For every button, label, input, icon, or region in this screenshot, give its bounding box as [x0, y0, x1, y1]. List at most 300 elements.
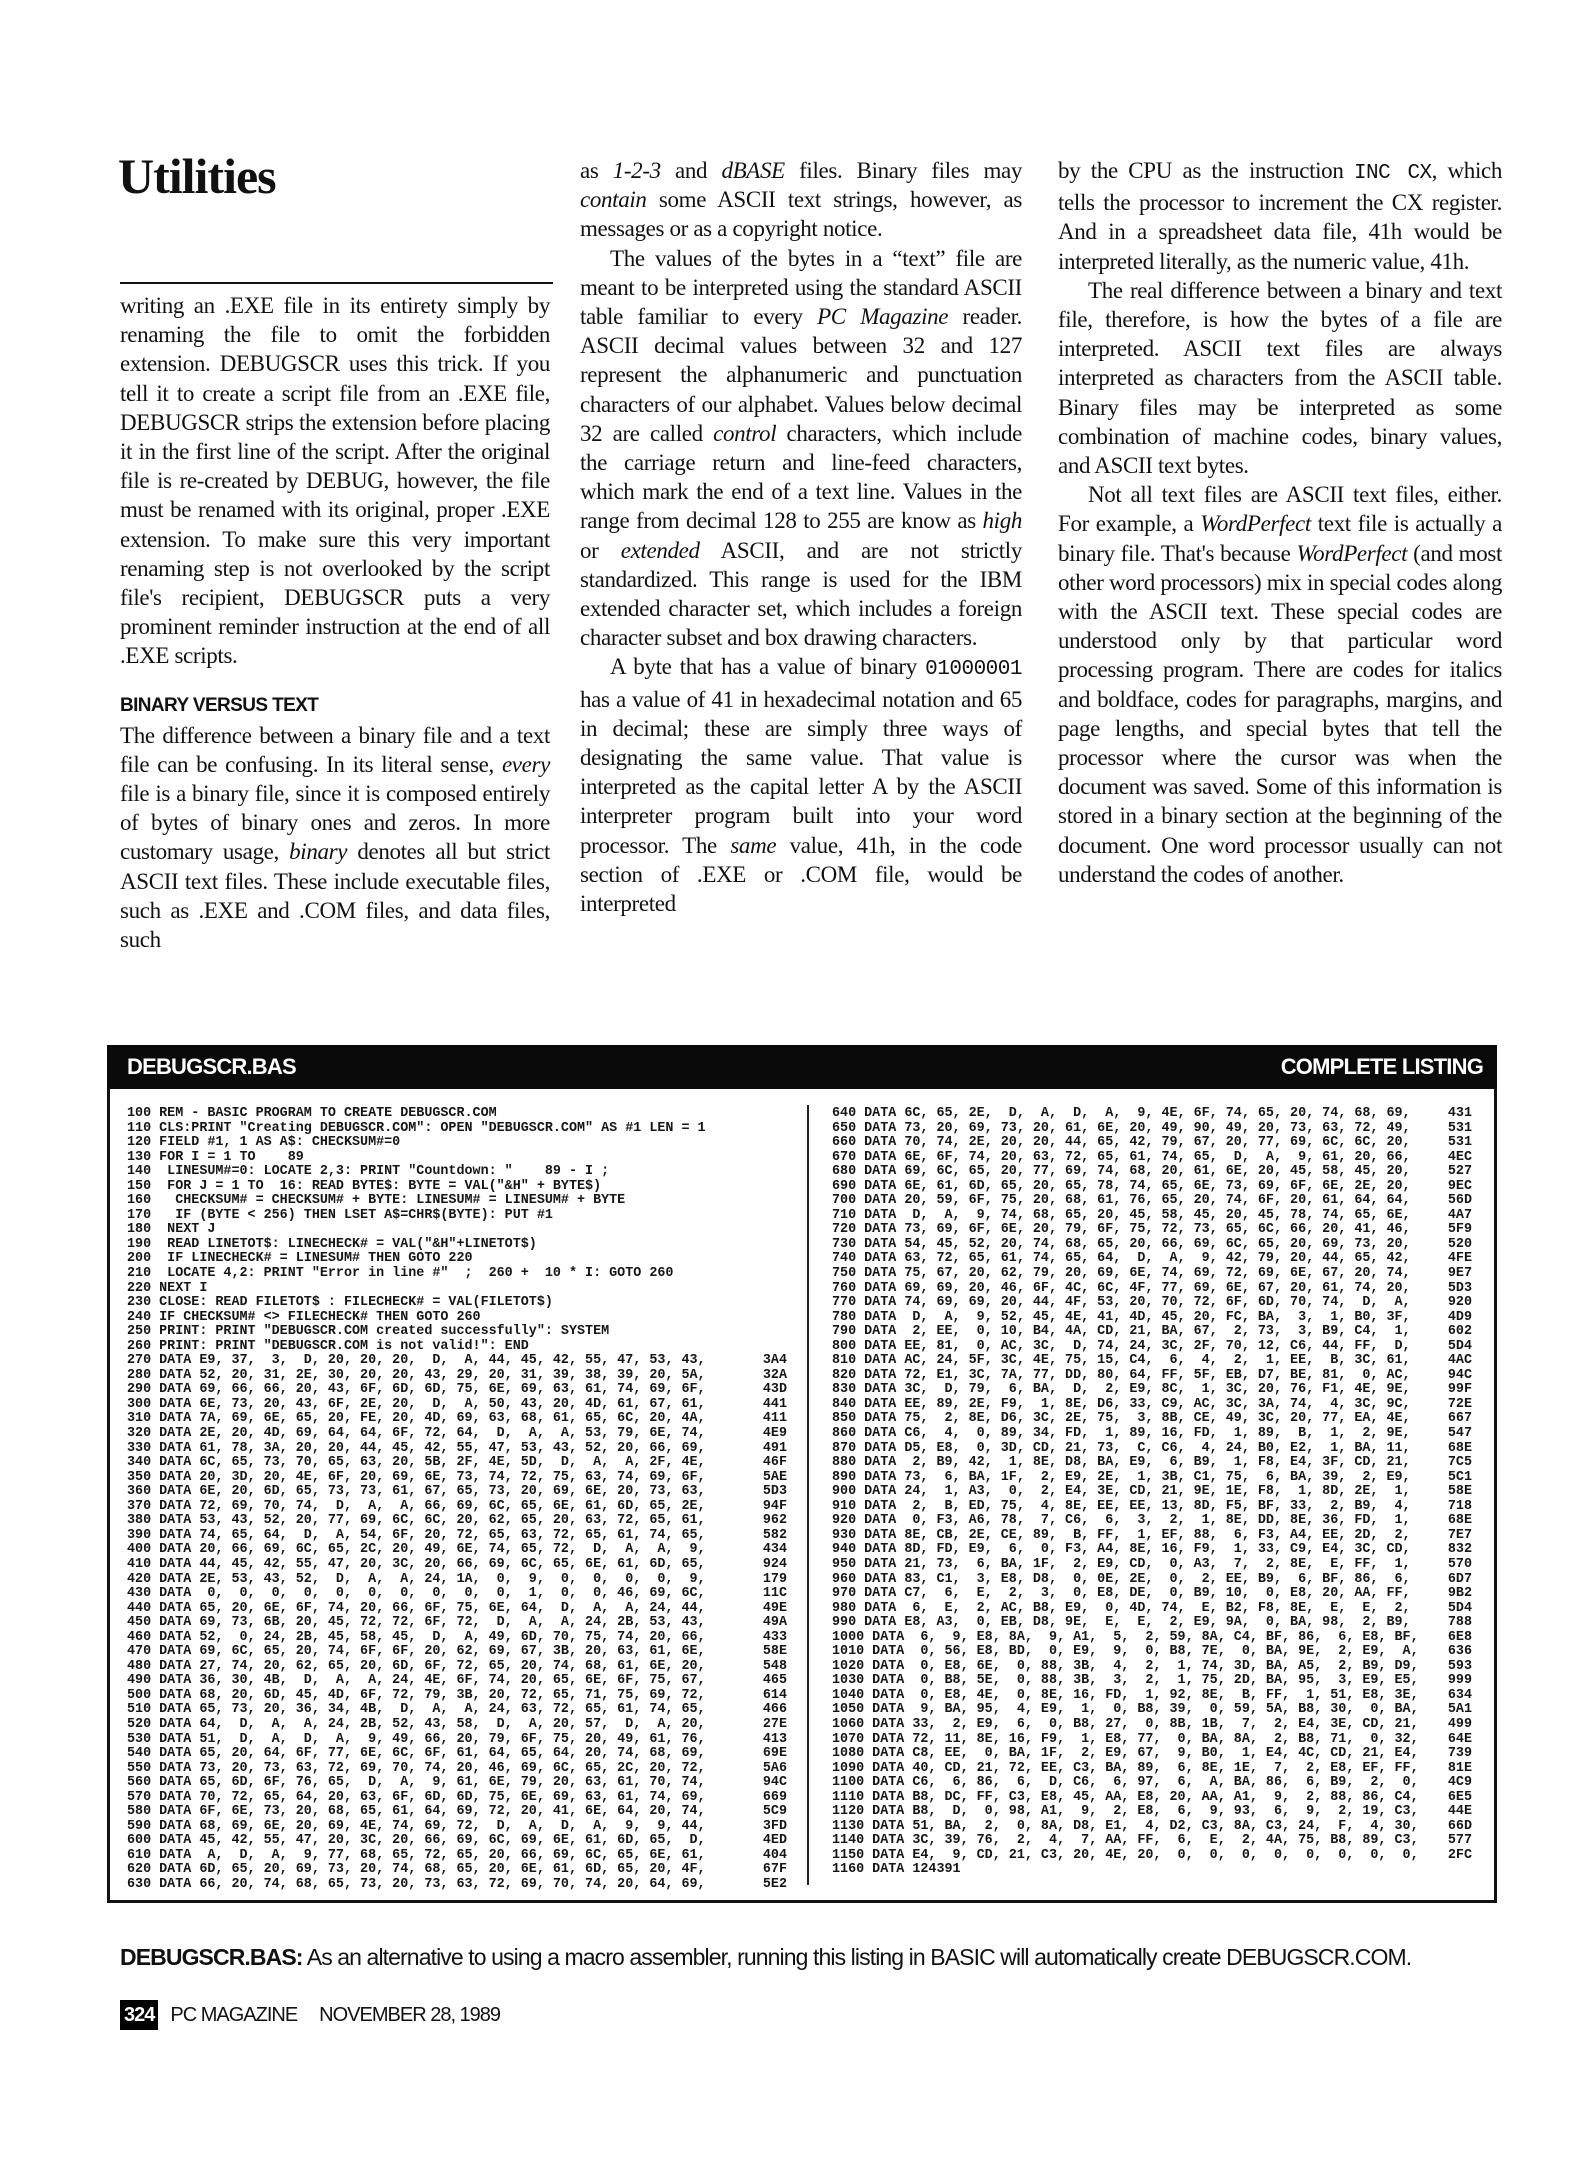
line-checksum: 491	[762, 1440, 787, 1456]
code-text: 860 DATA C6, 4, 0, 89, 34, FD, 1, 89, 16, FD, 1, 89, B, 1, 2, 9E,	[832, 1426, 1411, 1442]
code-line	[832, 1616, 1472, 1631]
code-line	[127, 1194, 787, 1209]
code-line	[127, 1107, 787, 1122]
code-text: 1040 DATA 0, E8, 4E, 0, 8E, 16, FD, 1, 92, 8E, B, FF, 1, 51, E8, 3E,	[832, 1687, 1419, 1703]
code-text: 980 DATA 6, E, 2, AC, B8, E9, 0, 4D, 74, E, B2, F8, 8E, E, E, 2,	[832, 1600, 1411, 1616]
code-line	[127, 1282, 787, 1297]
code-line	[127, 1354, 787, 1369]
code-text: 920 DATA 0, F3, A6, 78, 7, C6, 6, 3, 2, 1, 8E, DD, 8E, 36, FD, 1,	[832, 1513, 1411, 1529]
line-checksum: 582	[762, 1527, 787, 1543]
code-line	[127, 1122, 787, 1137]
line-checksum: 636	[1447, 1644, 1472, 1660]
code-line	[127, 1631, 787, 1646]
code-text: 140 LINESUM#=0: LOCATE 2,3: PRINT "Countdown: " 89 - I ;	[127, 1164, 610, 1180]
code-text: 610 DATA A, D, A, 9, 77, 68, 65, 72, 65, 20, 66, 69, 6C, 65, 6E, 61,	[127, 1847, 706, 1863]
line-checksum: 434	[762, 1542, 787, 1558]
line-checksum: 5D4	[1447, 1600, 1472, 1616]
listing-label: COMPLETE LISTING	[1280, 1054, 1483, 1079]
code-text: 210 LOCATE 4,2: PRINT "Error in line #" ; 260 + 10 * I: GOTO 260	[127, 1266, 674, 1282]
code-line	[127, 1500, 787, 1515]
code-text: 1020 DATA 0, E8, 6E, 0, 88, 3B, 4, 2, 1, 74, 3D, BA, A5, 2, B9, D9,	[832, 1658, 1419, 1674]
code-text: 1010 DATA 0, 56, E8, BD, 0, E9, 9, 0, B8, 7E, 0, BA, 9E, 2, E9, A,	[832, 1644, 1419, 1660]
code-text: 1110 DATA B8, DC, FF, C3, E8, 45, AA, E8, 20, AA, A1, 9, 2, 88, 86, C4,	[832, 1789, 1419, 1805]
line-checksum: 531	[1447, 1120, 1472, 1136]
code-text: 510 DATA 65, 73, 20, 36, 34, 4B, D, A, A, 24, 63, 72, 65, 61, 74, 65,	[127, 1702, 706, 1718]
code-line	[832, 1340, 1472, 1355]
code-text: 1120 DATA B8, D, 0, 98, A1, 9, 2, E8, 6, 9, 93, 6, 9, 2, 19, C3,	[832, 1804, 1419, 1820]
code-line	[832, 1252, 1472, 1267]
code-line	[832, 1703, 1472, 1718]
line-checksum: 5C9	[762, 1804, 787, 1820]
code-line	[127, 1776, 787, 1791]
code-line	[832, 1223, 1472, 1238]
code-line	[832, 1442, 1472, 1457]
line-checksum: 58E	[1447, 1484, 1472, 1500]
code-text: 810 DATA AC, 24, 5F, 3C, 4E, 75, 15, C4, 6, 4, 2, 1, EE, B, 3C, 61,	[832, 1353, 1411, 1369]
code-line	[832, 1805, 1472, 1820]
code-line	[832, 1863, 1472, 1878]
code-text: 500 DATA 68, 20, 6D, 45, 4D, 6F, 72, 79, 3B, 20, 72, 65, 71, 75, 69, 72,	[127, 1687, 706, 1703]
line-checksum: 465	[762, 1673, 787, 1689]
line-checksum: 5D4	[1447, 1338, 1472, 1354]
code-line	[127, 1863, 787, 1878]
code-text: 190 READ LINETOT$: LINECHECK# = VAL("&H"+LINETOT$)	[127, 1236, 537, 1252]
code-text: 730 DATA 54, 45, 52, 20, 74, 68, 65, 20, 66, 69, 6C, 65, 20, 69, 73, 20,	[832, 1236, 1411, 1252]
line-checksum: 614	[762, 1687, 787, 1703]
code-line	[832, 1369, 1472, 1384]
line-checksum: 739	[1447, 1746, 1472, 1762]
paragraph: The real difference between a binary and text file, therefore, is how the bytes of a file are interpreted. ASCII text files are always interpreted as characters from the ASCII table. Binary files may be interpreted as some combination of machine codes, binary values, and ASCII text bytes.	[1058, 277, 1502, 479]
line-checksum: 433	[762, 1629, 787, 1645]
code-line	[832, 1325, 1472, 1340]
code-text: 460 DATA 52, 0, 24, 2B, 45, 58, 45, D, A, 49, 6D, 70, 75, 74, 20, 66,	[127, 1629, 706, 1645]
code-line	[127, 1209, 787, 1224]
line-checksum: 411	[762, 1411, 787, 1427]
line-checksum: 5AE	[762, 1469, 787, 1485]
code-text: 970 DATA C7, 6, E, 2, 3, 0, E8, DE, 0, B9, 10, 0, E8, 20, AA, FF,	[832, 1586, 1411, 1602]
code-text: 700 DATA 20, 59, 6F, 75, 20, 68, 61, 76, 65, 20, 74, 6F, 20, 61, 64, 64,	[832, 1193, 1411, 1209]
code-text: 200 IF LINECHECK# = LINESUM# THEN GOTO 220	[127, 1251, 473, 1267]
code-line	[127, 1834, 787, 1849]
caption-label: DEBUGSCR.BAS:	[120, 1944, 303, 1970]
line-checksum: 94F	[762, 1498, 787, 1514]
code-line	[832, 1296, 1472, 1311]
line-checksum: 593	[1447, 1658, 1472, 1674]
code-text: 630 DATA 66, 20, 74, 68, 65, 73, 20, 73, 63, 72, 69, 70, 74, 20, 64, 69,	[127, 1876, 706, 1892]
line-checksum: 69E	[762, 1746, 787, 1762]
code-text: 270 DATA E9, 37, 3, D, 20, 20, 20, D, A, 44, 45, 42, 55, 47, 53, 43,	[127, 1353, 706, 1369]
code-text: 940 DATA 8D, FD, E9, 6, 0, F3, A4, 8E, 16, F9, 1, 33, C9, E4, 3C, CD,	[832, 1542, 1411, 1558]
line-checksum: 527	[1447, 1164, 1472, 1180]
listing-column-left	[127, 1107, 787, 1893]
column-divider	[807, 1105, 809, 1885]
code-line	[127, 1820, 787, 1835]
code-text: 1160 DATA 124391	[832, 1862, 961, 1878]
line-checksum: 431	[1447, 1106, 1472, 1121]
line-checksum: 718	[1447, 1498, 1472, 1514]
code-line	[127, 1252, 787, 1267]
code-line	[832, 1151, 1472, 1166]
code-line	[832, 1471, 1472, 1486]
line-checksum: 44E	[1447, 1804, 1472, 1820]
code-listing-box	[107, 1045, 1497, 1903]
line-checksum: 56D	[1447, 1193, 1472, 1209]
code-text: 420 DATA 2E, 53, 43, 52, D, A, A, 24, 1A, 0, 9, 0, 0, 0, 0, 9,	[127, 1571, 706, 1587]
line-checksum: 499	[1447, 1716, 1472, 1732]
page-footer	[120, 2000, 500, 2030]
code-line	[127, 1485, 787, 1500]
code-line	[127, 1340, 787, 1355]
line-checksum: 9B2	[1447, 1586, 1472, 1602]
code-line	[832, 1791, 1472, 1806]
code-line	[832, 1631, 1472, 1646]
code-line	[832, 1500, 1472, 1515]
code-text: 740 DATA 63, 72, 65, 61, 74, 65, 64, D, A, 9, 42, 79, 20, 44, 65, 42,	[832, 1251, 1411, 1267]
paragraph: A byte that has a value of binary 01000001 has a value of 41 in hexadecimal notation and 65 in decimal; these are simply three ways of designating the same value. That value is interpreted as the capital letter A by the ASCII interpreter program built into your word processor. The same value, 41h, in the code section of .EXE or .COM file, would be interpreted	[580, 654, 1022, 917]
code-line	[127, 1791, 787, 1806]
code-text: 160 CHECKSUM# = CHECKSUM# + BYTE: LINESUM# = LINESUM# + BYTE	[127, 1193, 626, 1209]
line-checksum: 602	[1447, 1324, 1472, 1340]
code-line	[127, 1412, 787, 1427]
code-line	[127, 1849, 787, 1864]
code-line	[832, 1834, 1472, 1849]
line-checksum: 4AC	[1447, 1353, 1472, 1369]
code-line	[127, 1369, 787, 1384]
code-line	[832, 1354, 1472, 1369]
code-line	[127, 1267, 787, 1282]
code-line	[127, 1427, 787, 1442]
code-text: 670 DATA 6E, 6F, 74, 20, 63, 72, 65, 61, 74, 65, D, A, 9, 61, 20, 66,	[832, 1149, 1411, 1165]
article-column-1	[120, 291, 550, 954]
line-checksum: 68E	[1447, 1440, 1472, 1456]
code-line	[127, 1398, 787, 1413]
code-line	[832, 1398, 1472, 1413]
paragraph: by the CPU as the instruction INC CX, which tells the processor to increment the CX register. And in a spreadsheet data file, 41h would be interpreted literally, as the numeric value, 41h.	[1058, 158, 1502, 274]
line-checksum: 520	[1447, 1236, 1472, 1252]
title-rule	[120, 282, 553, 284]
code-line	[832, 1849, 1472, 1864]
code-text: 1070 DATA 72, 11, 8E, 16, F9, 1, E8, 77, 0, BA, 8A, 2, B8, 71, 0, 32,	[832, 1731, 1419, 1747]
line-checksum: 577	[1447, 1833, 1472, 1849]
listing-column-right	[832, 1107, 1472, 1878]
code-line	[127, 1471, 787, 1486]
code-text: 590 DATA 68, 69, 6E, 20, 69, 4E, 74, 69, 72, D, A, D, A, 9, 9, 44,	[127, 1818, 706, 1834]
code-line	[832, 1660, 1472, 1675]
listing-header-bar	[107, 1045, 1497, 1089]
line-checksum: 962	[762, 1513, 787, 1529]
issue-date: NOVEMBER 28, 1989	[319, 2004, 501, 2026]
line-checksum: 6D7	[1447, 1571, 1472, 1587]
code-text: 1100 DATA C6, 6, 86, 6, D, C6, 6, 97, 6, A, BA, 86, 6, B9, 2, 0,	[832, 1775, 1419, 1791]
code-text: 1030 DATA 0, B8, 5E, 0, 88, 3B, 3, 2, 1, 75, 2D, BA, 95, 3, E9, E5,	[832, 1673, 1419, 1689]
line-checksum: 49E	[762, 1600, 787, 1616]
line-checksum: 7C5	[1447, 1455, 1472, 1471]
code-text: 870 DATA D5, E8, 0, 3D, CD, 21, 73, C, C6, 4, 24, B0, E2, 1, BA, 11,	[832, 1440, 1411, 1456]
line-checksum: 67F	[762, 1862, 787, 1878]
code-line	[127, 1383, 787, 1398]
code-line	[832, 1674, 1472, 1689]
code-text: 370 DATA 72, 69, 70, 74, D, A, A, 66, 69, 6C, 65, 6E, 61, 6D, 65, 2E,	[127, 1498, 706, 1514]
code-text: 1000 DATA 6, 9, E8, 8A, 9, A1, 5, 2, 59, 8A, C4, BF, 86, 6, E8, BF,	[832, 1629, 1419, 1645]
line-checksum: 5A6	[762, 1760, 787, 1776]
code-text: 100 REM - BASIC PROGRAM TO CREATE DEBUGSCR.COM	[127, 1106, 497, 1121]
line-checksum: 64E	[1447, 1731, 1472, 1747]
code-text: 450 DATA 69, 73, 6B, 20, 45, 72, 72, 6F, 72, D, A, A, 24, 2B, 53, 43,	[127, 1615, 706, 1631]
line-checksum: 4D9	[1447, 1309, 1472, 1325]
code-line	[832, 1194, 1472, 1209]
code-line	[832, 1427, 1472, 1442]
code-line	[127, 1573, 787, 1588]
paragraph: The difference between a binary file and a text file can be confusing. In its literal sense, every file is a binary file, since it is composed entirely of bytes of binary ones and zeros. In more customary usage, binary denotes all but strict ASCII text files. These include executable files, such as .EXE and .COM files, and data files, such	[120, 722, 550, 953]
line-checksum: 27E	[762, 1716, 787, 1732]
code-line	[127, 1733, 787, 1748]
line-checksum: 531	[1447, 1135, 1472, 1151]
code-line	[127, 1762, 787, 1777]
code-text: 400 DATA 20, 66, 69, 6C, 65, 2C, 20, 49, 6E, 74, 65, 72, D, A, A, 9,	[127, 1542, 706, 1558]
line-checksum: 4E9	[762, 1426, 787, 1442]
line-checksum: 832	[1447, 1542, 1472, 1558]
code-text: 1130 DATA 51, BA, 2, 0, 8A, D8, E1, 4, D2, C3, 8A, C3, 24, F, 4, 30,	[832, 1818, 1419, 1834]
code-line	[832, 1645, 1472, 1660]
code-text: 330 DATA 61, 78, 3A, 20, 20, 44, 45, 42, 55, 47, 53, 43, 52, 20, 66, 69,	[127, 1440, 706, 1456]
code-text: 1050 DATA 9, BA, 95, 4, E9, 1, 0, B8, 39, 0, 59, 5A, B8, 30, 0, BA,	[832, 1702, 1419, 1718]
code-text: 770 DATA 74, 69, 69, 20, 44, 4F, 53, 20, 70, 72, 6F, 6D, 70, 74, D, A,	[832, 1295, 1411, 1311]
code-line	[832, 1558, 1472, 1573]
magazine-name: PC MAGAZINE	[170, 2004, 298, 2026]
code-line	[127, 1674, 787, 1689]
code-line	[832, 1238, 1472, 1253]
paragraph: The values of the bytes in a “text” file are meant to be interpreted using the standard ASCII table familiar to every PC Magazine reader. ASCII decimal values between 32 and 127 represent the alphanumeric and punctuation characters of our alphabet. Values below decimal 32 are called control characters, which include the carriage return and line-feed characters, which mark the end of a text line. Values in the range from decimal 128 to 255 are know as high or extended ASCII, and are not strictly standardized. This range is used for the IBM extended character set, which includes a foreign character subset and box drawing characters.	[580, 245, 1023, 651]
code-line	[832, 1165, 1472, 1180]
code-line	[127, 1616, 787, 1631]
code-text: 950 DATA 21, 73, 6, BA, 1F, 2, E9, CD, 0, A3, 7, 2, 8E, E, FF, 1,	[832, 1556, 1411, 1572]
line-checksum: 6E8	[1447, 1629, 1472, 1645]
code-text: 990 DATA E8, A3, 0, EB, D8, 9E, E, E, 2, E9, 9A, 0, BA, 98, 2, B9,	[832, 1615, 1411, 1631]
code-line	[832, 1485, 1472, 1500]
code-text: 800 DATA EE, 81, 0, AC, 3C, D, 74, 24, 3C, 2F, 70, 12, C6, 44, FF, D,	[832, 1338, 1411, 1354]
code-line	[832, 1573, 1472, 1588]
line-checksum: 441	[762, 1396, 787, 1412]
code-line	[127, 1311, 787, 1326]
code-line	[127, 1180, 787, 1195]
code-line	[127, 1558, 787, 1573]
code-text: 540 DATA 65, 20, 64, 6F, 77, 6E, 6C, 6F, 61, 64, 65, 64, 20, 74, 68, 69,	[127, 1746, 706, 1762]
code-text: 480 DATA 27, 74, 20, 62, 65, 20, 6D, 6F, 72, 65, 20, 74, 68, 61, 6E, 20,	[127, 1658, 706, 1674]
code-text: 960 DATA 83, C1, 3, E8, D8, 0, 0E, 2E, 0, 2, EE, B9, 6, BF, 86, 6,	[832, 1571, 1411, 1587]
line-checksum: 9EC	[1447, 1178, 1472, 1194]
code-text: 850 DATA 75, 2, 8E, D6, 3C, 2E, 75, 3, 8B, CE, 49, 3C, 20, 77, EA, 4E,	[832, 1411, 1411, 1427]
code-text: 820 DATA 72, E1, 3C, 7A, 77, DD, 80, 64, FF, 5F, EB, D7, BE, 81, 0, AC,	[832, 1367, 1411, 1383]
code-line	[127, 1325, 787, 1340]
code-line	[832, 1267, 1472, 1282]
code-line	[832, 1282, 1472, 1297]
paragraph: as 1-2-3 and dBASE files. Binary files may contain some ASCII text strings, however, as messages or as a copyright notice.	[580, 158, 1022, 242]
code-line	[127, 1165, 787, 1180]
line-checksum: 5C1	[1447, 1469, 1472, 1485]
line-checksum: 68E	[1447, 1513, 1472, 1529]
code-text: 1090 DATA 40, CD, 21, 72, EE, C3, BA, 89, 6, 8E, 1E, 7, 2, E8, EF, FF,	[832, 1760, 1419, 1776]
line-checksum: 99F	[1447, 1382, 1472, 1398]
code-line	[832, 1311, 1472, 1326]
code-line	[832, 1383, 1472, 1398]
line-checksum: 404	[762, 1847, 787, 1863]
code-text: 780 DATA D, A, 9, 52, 45, 4E, 41, 4D, 45, 20, FC, BA, 3, 1, B0, 3F,	[832, 1309, 1411, 1325]
code-text: 1060 DATA 33, 2, E9, 6, 0, B8, 27, 0, 8B, 1B, 7, 2, E4, 3E, CD, 21,	[832, 1716, 1419, 1732]
code-text: 660 DATA 70, 74, 2E, 20, 20, 44, 65, 42, 79, 67, 20, 77, 69, 6C, 6C, 20,	[832, 1135, 1411, 1151]
line-checksum: 413	[762, 1731, 787, 1747]
line-checksum: 920	[1447, 1295, 1472, 1311]
line-checksum: 6E5	[1447, 1789, 1472, 1805]
code-line	[832, 1180, 1472, 1195]
code-text: 380 DATA 53, 43, 52, 20, 77, 69, 6C, 6C, 20, 62, 65, 20, 63, 72, 65, 61,	[127, 1513, 706, 1529]
code-line	[127, 1805, 787, 1820]
code-text: 650 DATA 73, 20, 69, 73, 20, 61, 6E, 20, 49, 90, 49, 20, 73, 63, 72, 49,	[832, 1120, 1411, 1136]
line-checksum: 4ED	[762, 1833, 787, 1849]
article-column-2	[580, 156, 1022, 918]
code-line	[832, 1762, 1472, 1777]
code-line	[127, 1660, 787, 1675]
page-number: 324	[120, 2000, 158, 2030]
line-checksum: 46F	[762, 1455, 787, 1471]
code-line	[832, 1602, 1472, 1617]
code-text: 530 DATA 51, D, A, D, A, 9, 49, 66, 20, 79, 6F, 75, 20, 49, 61, 76,	[127, 1731, 706, 1747]
line-checksum: 11C	[762, 1586, 787, 1602]
code-line	[832, 1122, 1472, 1137]
code-text: 690 DATA 6E, 61, 6D, 65, 20, 65, 78, 74, 65, 6E, 73, 69, 6F, 6E, 2E, 20,	[832, 1178, 1411, 1194]
line-checksum: 999	[1447, 1673, 1472, 1689]
code-text: 170 IF (BYTE < 256) THEN LSET A$=CHR$(BYTE): PUT #1	[127, 1207, 553, 1223]
code-line	[832, 1689, 1472, 1704]
line-checksum: 9E7	[1447, 1266, 1472, 1282]
code-line	[832, 1456, 1472, 1471]
code-line	[127, 1587, 787, 1602]
code-line	[127, 1238, 787, 1253]
code-text: 550 DATA 73, 20, 73, 63, 72, 69, 70, 74, 20, 46, 69, 6C, 65, 2C, 20, 72,	[127, 1760, 706, 1776]
code-text: 490 DATA 36, 30, 4B, D, A, A, 24, 4E, 6F, 74, 20, 65, 6E, 6F, 75, 67,	[127, 1673, 706, 1689]
code-line	[832, 1733, 1472, 1748]
code-text: 470 DATA 69, 6C, 65, 20, 74, 6F, 6F, 20, 62, 69, 67, 3B, 20, 63, 61, 6E,	[127, 1644, 706, 1660]
code-text: 390 DATA 74, 65, 64, D, A, 54, 6F, 20, 72, 65, 63, 72, 65, 61, 74, 65,	[127, 1527, 706, 1543]
code-text: 350 DATA 20, 3D, 20, 4E, 6F, 20, 69, 6E, 73, 74, 72, 75, 63, 74, 69, 6F,	[127, 1469, 706, 1485]
line-checksum: 66D	[1447, 1818, 1472, 1834]
code-text: 930 DATA 8E, CB, 2E, CE, 89, B, FF, 1, EF, 88, 6, F3, A4, EE, 2D, 2,	[832, 1527, 1411, 1543]
code-text: 720 DATA 73, 69, 6F, 6E, 20, 79, 6F, 75, 72, 73, 65, 6C, 66, 20, 41, 46,	[832, 1222, 1411, 1238]
code-text: 890 DATA 73, 6, BA, 1F, 2, E9, 2E, 1, 3B, C1, 75, 6, BA, 39, 2, E9,	[832, 1469, 1411, 1485]
code-text: 340 DATA 6C, 65, 73, 70, 65, 63, 20, 5B, 2F, 4E, 5D, D, A, A, 2F, 4E,	[127, 1455, 706, 1471]
line-checksum: 570	[1447, 1556, 1472, 1572]
code-text: 150 FOR J = 1 TO 16: READ BYTE$: BYTE = VAL("&H" + BYTE$)	[127, 1178, 602, 1194]
code-line	[127, 1442, 787, 1457]
code-text: 880 DATA 2, B9, 42, 1, 8E, D8, BA, E9, 6, B9, 1, F8, E4, 3F, CD, 21,	[832, 1455, 1411, 1471]
line-checksum: 5E2	[762, 1876, 787, 1892]
code-text: 260 PRINT: PRINT "DEBUGSCR.COM is not valid!": END	[127, 1338, 529, 1354]
code-line	[832, 1776, 1472, 1791]
line-checksum: 3A4	[762, 1353, 787, 1369]
listing-title: DEBUGSCR.BAS	[127, 1054, 296, 1079]
code-line	[127, 1223, 787, 1238]
caption-text: As an alternative to using a macro assembler, running this listing in BASIC will automatically create DEBUGSCR.COM.	[302, 1944, 1412, 1970]
article-column-3	[1058, 156, 1502, 889]
line-checksum: 788	[1447, 1615, 1472, 1631]
code-text: 130 FOR I = 1 TO 89	[127, 1149, 304, 1165]
line-checksum: 924	[762, 1556, 787, 1572]
code-text: 1140 DATA 3C, 39, 76, 2, 4, 7, AA, FF, 6, E, 2, 4A, 75, B8, 89, C3,	[832, 1833, 1419, 1849]
code-line	[127, 1529, 787, 1544]
code-text: 220 NEXT I	[127, 1280, 208, 1296]
code-text: 180 NEXT J	[127, 1222, 216, 1238]
code-text: 830 DATA 3C, D, 79, 6, BA, D, 2, E9, 8C, 1, 3C, 20, 76, F1, 4E, 9E,	[832, 1382, 1411, 1398]
code-line	[127, 1878, 787, 1893]
line-checksum: 179	[762, 1571, 787, 1587]
code-line	[127, 1602, 787, 1617]
code-line	[832, 1209, 1472, 1224]
code-text: 910 DATA 2, B, ED, 75, 4, 8E, EE, EE, 13, 8D, F5, BF, 33, 2, B9, 4,	[832, 1498, 1411, 1514]
line-checksum: 4C9	[1447, 1775, 1472, 1791]
code-text: 300 DATA 6E, 73, 20, 43, 6F, 2E, 20, D, A, 50, 43, 20, 4D, 61, 67, 61,	[127, 1396, 706, 1412]
code-line	[832, 1529, 1472, 1544]
code-text: 760 DATA 69, 69, 20, 46, 6F, 4C, 6C, 4F, 77, 69, 6E, 67, 20, 61, 74, 20,	[832, 1280, 1411, 1296]
code-text: 410 DATA 44, 45, 42, 55, 47, 20, 3C, 20, 66, 69, 6C, 65, 6E, 61, 6D, 65,	[127, 1556, 706, 1572]
line-checksum: 58E	[762, 1644, 787, 1660]
line-checksum: 4FE	[1447, 1251, 1472, 1267]
section-title: Utilities	[118, 148, 276, 204]
code-line	[832, 1718, 1472, 1733]
code-line	[832, 1136, 1472, 1151]
code-line	[127, 1151, 787, 1166]
line-checksum: 2FC	[1447, 1847, 1472, 1863]
code-line	[127, 1689, 787, 1704]
line-checksum: 3FD	[762, 1818, 787, 1834]
line-checksum: 547	[1447, 1426, 1472, 1442]
code-line	[832, 1514, 1472, 1529]
code-text: 230 CLOSE: READ FILETOT$ : FILECHECK# = VAL(FILETOT$)	[127, 1295, 553, 1311]
code-line	[832, 1412, 1472, 1427]
line-checksum: 7E7	[1447, 1527, 1472, 1543]
line-checksum: 4EC	[1447, 1149, 1472, 1165]
line-checksum: 5D3	[762, 1484, 787, 1500]
code-text: 620 DATA 6D, 65, 20, 69, 73, 20, 74, 68, 65, 20, 6E, 61, 6D, 65, 20, 4F,	[127, 1862, 706, 1878]
code-line	[127, 1718, 787, 1733]
line-checksum: 43D	[762, 1382, 787, 1398]
code-text: 710 DATA D, A, 9, 74, 68, 65, 20, 45, 58, 45, 20, 45, 78, 74, 65, 6E,	[832, 1207, 1411, 1223]
code-line	[832, 1747, 1472, 1762]
code-text: 560 DATA 65, 6D, 6F, 76, 65, D, A, 9, 61, 6E, 79, 20, 63, 61, 70, 74,	[127, 1775, 706, 1791]
code-line	[127, 1456, 787, 1471]
code-text: 520 DATA 64, D, A, A, 24, 2B, 52, 43, 58, D, A, 20, 57, D, A, 20,	[127, 1716, 706, 1732]
line-checksum: 5D3	[1447, 1280, 1472, 1296]
code-text: 280 DATA 52, 20, 31, 2E, 30, 20, 20, 43, 29, 20, 31, 39, 38, 39, 20, 5A,	[127, 1367, 706, 1383]
code-text: 570 DATA 70, 72, 65, 64, 20, 63, 6F, 6D, 6D, 75, 6E, 69, 63, 61, 74, 69,	[127, 1789, 706, 1805]
code-text: 310 DATA 7A, 69, 6E, 65, 20, FE, 20, 4D, 69, 63, 68, 61, 65, 6C, 20, 4A,	[127, 1411, 706, 1427]
code-text: 360 DATA 6E, 20, 6D, 65, 73, 73, 61, 67, 65, 73, 20, 69, 6E, 20, 73, 63,	[127, 1484, 706, 1500]
line-checksum: 4A7	[1447, 1207, 1472, 1223]
paragraph: Not all text files are ASCII text files, either. For example, a WordPerfect text file is actually a binary file. That's because WordPerfect (and most other word processors) mix in special codes along with the ASCII text. These special codes are understood only by that particular word processing program. There are codes for italics and boldface, codes for paragraphs, margins, and page lengths, and special bytes that tell the processor where the cursor was when the document was saved. Some of this information is stored in a binary section at the beginning of the document. One word processor usually can not understand the codes of another.	[1058, 482, 1502, 887]
code-line	[832, 1820, 1472, 1835]
code-line	[127, 1136, 787, 1151]
code-text: 120 FIELD #1, 1 AS A$: CHECKSUM#=0	[127, 1135, 401, 1151]
code-text: 580 DATA 6F, 6E, 73, 20, 68, 65, 61, 64, 69, 72, 20, 41, 6E, 64, 20, 74,	[127, 1804, 706, 1820]
code-text: 600 DATA 45, 42, 55, 47, 20, 3C, 20, 66, 69, 6C, 69, 6E, 61, 6D, 65, D,	[127, 1833, 706, 1849]
code-line	[832, 1543, 1472, 1558]
line-checksum: 94C	[1447, 1367, 1472, 1383]
code-text: 750 DATA 75, 67, 20, 62, 79, 20, 69, 6E, 74, 69, 72, 69, 6E, 67, 20, 74,	[832, 1266, 1411, 1282]
line-checksum: 72E	[1447, 1396, 1472, 1412]
code-line	[127, 1296, 787, 1311]
line-checksum: 81E	[1447, 1760, 1472, 1776]
figure-caption	[120, 1942, 1411, 1972]
line-checksum: 94C	[762, 1775, 787, 1791]
code-text: 1150 DATA E4, 9, CD, 21, C3, 20, 4E, 20, 0, 0, 0, 0, 0, 0, 0, 0,	[832, 1847, 1419, 1863]
